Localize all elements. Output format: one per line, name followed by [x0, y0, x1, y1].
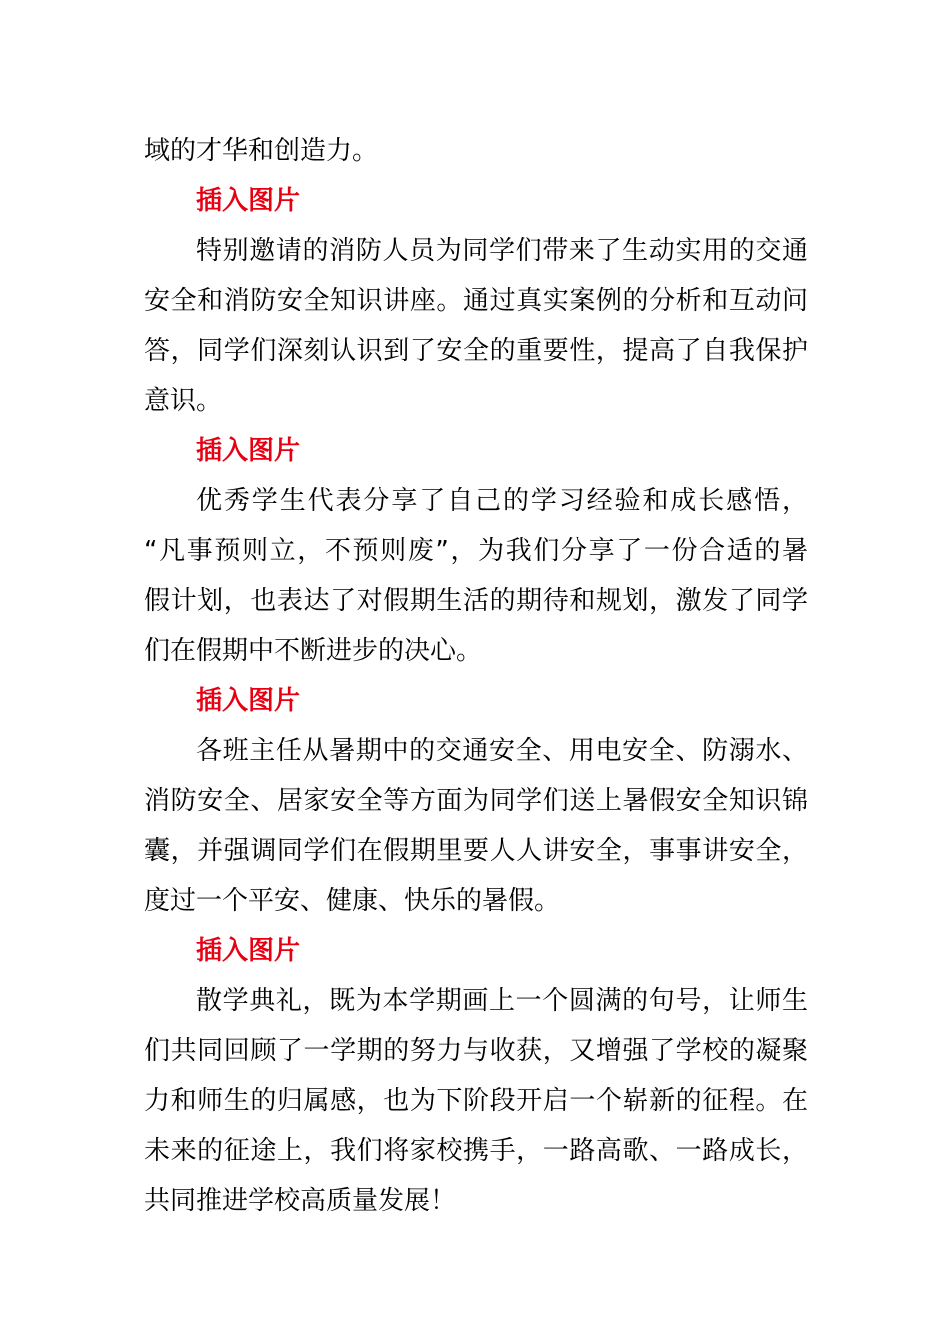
paragraph-line: 答，同学们深刻认识到了安全的重要性，提高了自我保护 [144, 336, 808, 366]
document-body [144, 126, 808, 1226]
paragraph-line: 囊，并强调同学们在假期里要人人讲安全，事事讲安全， [144, 836, 808, 866]
paragraph-line: “凡事预则立，不预则废”，为我们分享了一份合适的暑 [144, 536, 808, 566]
paragraph-line: 未来的征途上，我们将家校携手，一路高歌、一路成长， [144, 1136, 808, 1166]
paragraph-line: 优秀学生代表分享了自己的学习经验和成长感悟， [196, 486, 808, 516]
paragraph-line: 共同推进学校高质量发展！ [144, 1186, 457, 1216]
paragraph-line: 各班主任从暑期中的交通安全、用电安全、防溺水、 [196, 736, 808, 766]
paragraph-line: 们共同回顾了一学期的努力与收获，又增强了学校的凝聚 [144, 1036, 808, 1066]
insert-image-placeholder: 插入图片 [196, 936, 301, 966]
paragraph-line: 度过一个平安、健康、快乐的暑假。 [144, 886, 561, 916]
lead-text-line: 域的才华和创造力。 [144, 136, 379, 166]
paragraph-line: 们在假期中不断进步的决心。 [144, 636, 483, 666]
paragraph-line: 力和师生的归属感，也为下阶段开启一个崭新的征程。在 [144, 1086, 808, 1116]
paragraph-line: 假计划，也表达了对假期生活的期待和规划，激发了同学 [144, 586, 808, 616]
paragraph-line: 特别邀请的消防人员为同学们带来了生动实用的交通 [196, 236, 808, 266]
paragraph-line: 散学典礼，既为本学期画上一个圆满的句号，让师生 [196, 986, 808, 1016]
paragraph-line: 消防安全、居家安全等方面为同学们送上暑假安全知识锦 [144, 786, 808, 816]
insert-image-placeholder: 插入图片 [196, 186, 301, 216]
insert-image-placeholder: 插入图片 [196, 686, 301, 716]
insert-image-placeholder: 插入图片 [196, 436, 301, 466]
paragraph-line: 意识。 [144, 386, 223, 416]
paragraph-line: 安全和消防安全知识讲座。通过真实案例的分析和互动问 [144, 286, 808, 316]
